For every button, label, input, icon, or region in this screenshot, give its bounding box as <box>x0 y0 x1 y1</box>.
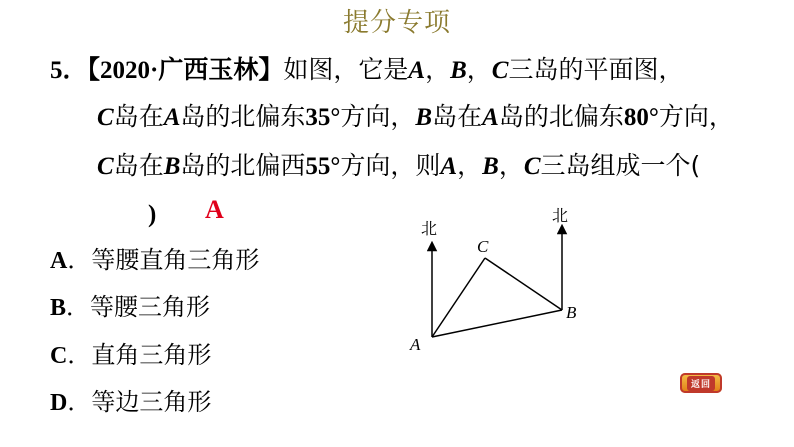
option-text: 直角三角形 <box>91 341 212 369</box>
option-c[interactable] <box>50 340 211 371</box>
island-c-ref: C <box>523 153 541 180</box>
question-number: 5． <box>50 57 88 84</box>
question-line-2 <box>97 102 734 133</box>
question-text: 岛的北偏东 <box>180 102 306 131</box>
island-diagram <box>395 200 595 360</box>
label-a: A <box>410 335 421 354</box>
question-text: 三岛的平面图， <box>508 55 684 84</box>
island-a-ref: A <box>408 57 426 84</box>
question-text: 方向， <box>340 102 416 131</box>
option-b[interactable] <box>50 292 210 323</box>
island-b-ref: B <box>450 57 467 84</box>
island-a-ref: A <box>440 153 458 180</box>
island-b-ref: B <box>415 104 433 131</box>
segment-cb <box>485 258 562 310</box>
angle-value: 80° <box>623 104 659 131</box>
island-c-ref: C <box>491 57 509 84</box>
island-b-ref: B <box>482 153 499 180</box>
back-button-label: 返回 <box>687 376 715 391</box>
sep: ， <box>457 151 483 180</box>
option-text: 等腰直角三角形 <box>91 246 260 274</box>
north-label-a: 北 <box>421 219 438 238</box>
question-text: 方向， <box>658 102 734 131</box>
island-c-ref: C <box>97 104 114 131</box>
option-dot: ． <box>67 246 92 274</box>
option-text: 等腰三角形 <box>90 293 211 321</box>
island-c-ref: C <box>97 153 114 180</box>
question-text: 岛在 <box>113 151 164 180</box>
segment-ab <box>432 310 562 337</box>
back-button[interactable] <box>680 373 722 393</box>
angle-value: 35° <box>305 104 341 131</box>
question-text: 如图，它是 <box>283 55 409 84</box>
question-text: 岛的北偏西 <box>180 151 306 180</box>
angle-value: 55° <box>305 153 341 180</box>
question-text: 三岛组成一个( <box>540 151 701 180</box>
label-b: B <box>566 303 577 322</box>
question-text: 岛在 <box>432 102 483 131</box>
label-c: C <box>477 237 489 256</box>
island-b-ref: B <box>163 153 181 180</box>
island-a-ref: A <box>482 104 499 131</box>
question-line-3 <box>97 151 700 182</box>
option-a[interactable] <box>50 245 259 276</box>
option-letter: B <box>50 295 67 321</box>
sep: ， <box>425 55 451 84</box>
question-line-4 <box>148 199 156 230</box>
north-label-b: 北 <box>552 206 569 225</box>
question-text: 岛的北偏东 <box>498 102 624 131</box>
answer-mark: A <box>205 195 224 224</box>
question-source: 【2020·广西玉林】 <box>87 57 284 84</box>
question-text: 岛在 <box>113 102 164 131</box>
close-paren: ) <box>148 201 157 228</box>
option-letter: D <box>50 390 68 416</box>
option-letter: C <box>50 343 68 369</box>
option-text: 等边三角形 <box>91 388 212 416</box>
page-title: 提分专项 <box>342 8 451 38</box>
question-line-1 <box>50 55 683 86</box>
island-a-ref: A <box>163 104 181 131</box>
option-dot: ． <box>67 388 92 416</box>
option-d[interactable] <box>50 387 211 418</box>
sep: ， <box>498 151 524 180</box>
option-letter: A <box>50 248 68 274</box>
segment-ac <box>432 258 485 337</box>
question-text: 方向，则 <box>340 151 441 180</box>
option-dot: ． <box>67 341 92 369</box>
sep: ， <box>466 55 492 84</box>
option-dot: ． <box>66 293 91 321</box>
